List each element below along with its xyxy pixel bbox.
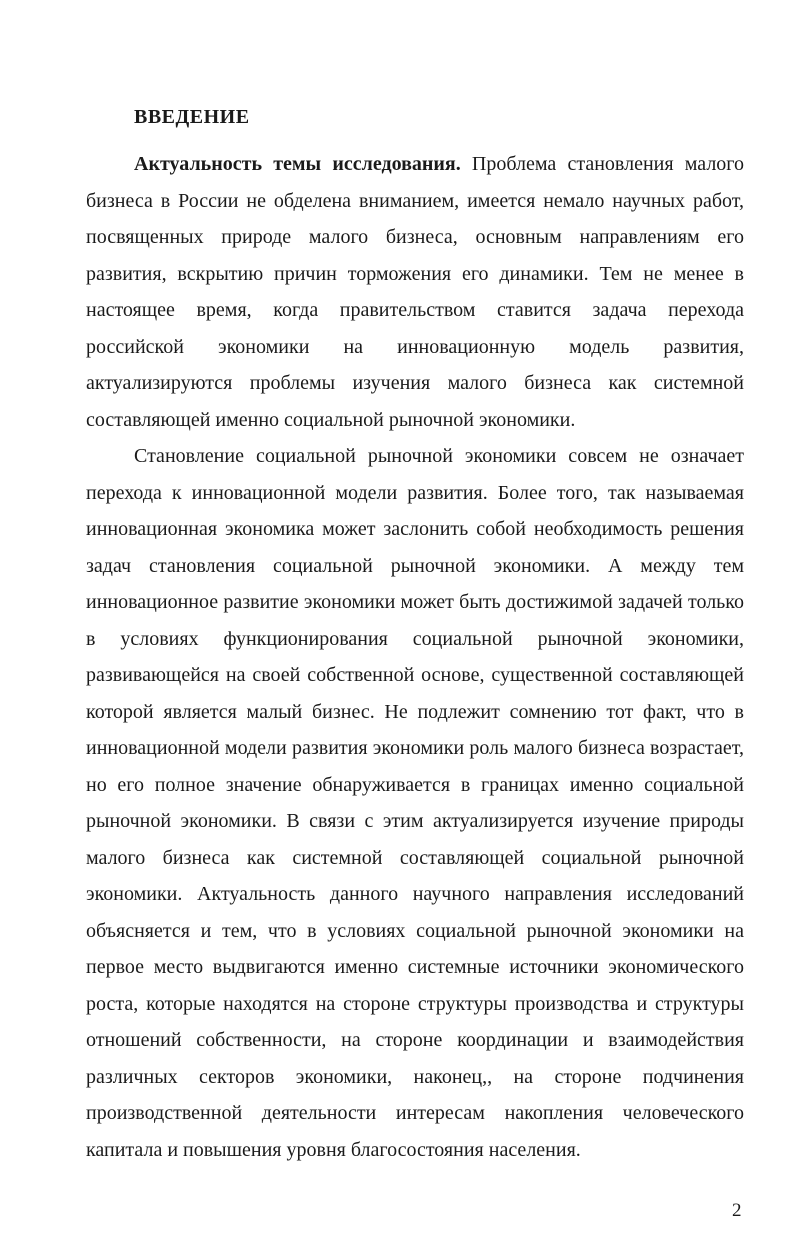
paragraph-1-text: Проблема становления малого бизнеса в России не обделена вниманием, имеется немало научных работ, посвященных природе малого бизнеса, основным направлениям его развития, вскрытию причин торможения его динамики. Тем не менее в настоящее время, когда правительством ставится задача перехода российской экономики на инновационную модель развития, актуализируются проблемы изучения малого бизнеса как системной составляющей именно социальной рыночной экономики. [86, 153, 745, 431]
paragraph-2: Становление социальной рыночной экономики совсем не означает перехода к инновационной модели развития. Более того, так называемая инновационная экономика может заслонить собой необходимость решения задач становления социальной рыночной экономики. А между тем инновационное развитие экономики может быть достижимой задачей только в условиях функционирования социальной рыночной экономики, развивающейся на своей собственной основе, существенной составляющей которой является малый бизнес. Не подлежит сомнению тот факт, что в инновационной модели развития экономики роль малого бизнеса возрастает, но его полное значение обнаруживается в границах именно социальной рыночной экономики. В связи с этим актуализируется изучение природы малого бизнеса как системной составляющей социальной рыночной экономики. Актуальность данного научного направления исследований объясняется и тем, что в условиях социальной рыночной экономики на первое место выдвигаются именно системные источники экономического роста, которые находятся на стороне структуры производства и структуры отношений собственности, на стороне координации и взаимодействия различных секторов экономики, наконец,, на стороне подчинения производственной деятельности интересам накопления человеческого капитала и повышения уровня благосостояния населения. [86, 445, 744, 1161]
body-text [86, 146, 744, 1168]
section-heading: ВВЕДЕНИЕ [134, 106, 250, 128]
paragraph-1 [86, 146, 744, 438]
page-number: 2 [732, 1200, 742, 1221]
paragraph-lead: Актуальность темы исследования. [134, 153, 461, 175]
